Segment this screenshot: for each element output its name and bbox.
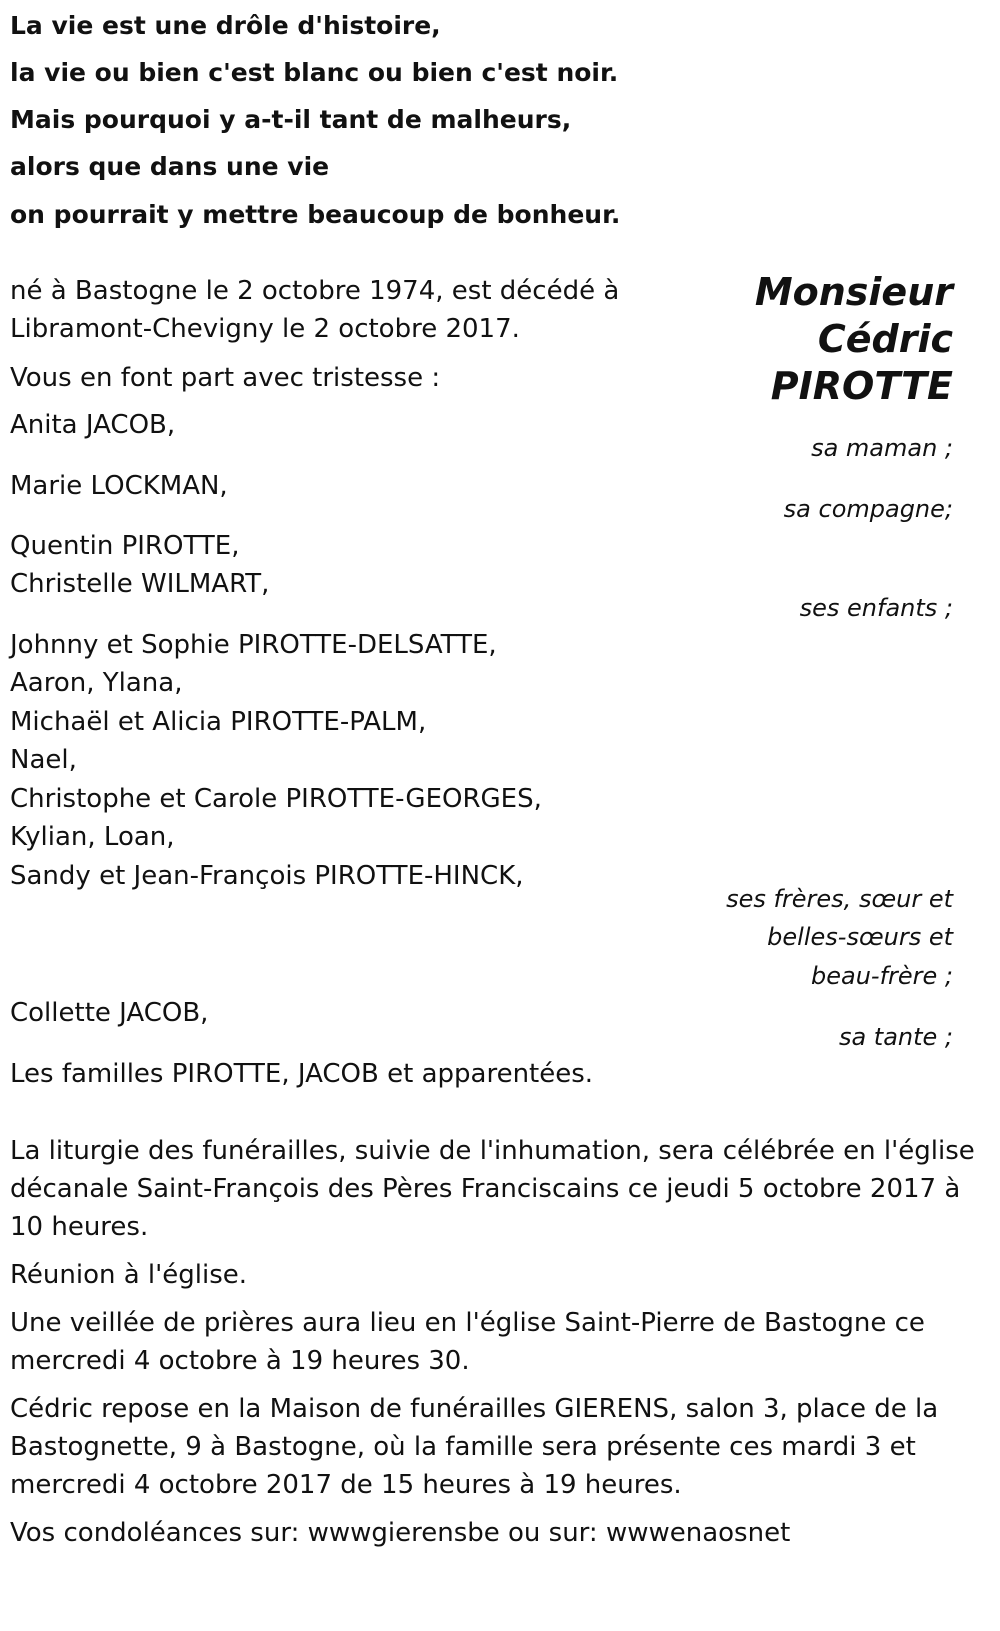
deceased-last-name: PIROTTE xyxy=(770,364,953,408)
family-name: Quentin PIROTTE, xyxy=(10,531,240,561)
vigil-line: Une veillée de prières aura lieu en l'église Saint-Pierre de Bastogne ce xyxy=(10,1308,925,1338)
family-name: Nael, xyxy=(10,745,77,775)
relation-label: sa tante ; xyxy=(838,1023,953,1051)
relation-label: sa maman ; xyxy=(811,434,953,462)
family-name: Kylian, Loan, xyxy=(10,822,175,852)
rest-line: Bastognette, 9 à Bastogne, où la famille sera présente ces mardi 3 et xyxy=(10,1432,916,1462)
family-name: Collette JACOB, xyxy=(10,998,209,1028)
families-line: Les familles PIROTTE, JACOB et apparentées. xyxy=(10,1059,594,1089)
poem-line: La vie est une drôle d'histoire, xyxy=(10,11,441,40)
funeral-line: La liturgie des funérailles, suivie de l'inhumation, sera célébrée en l'église xyxy=(10,1136,975,1166)
funeral-line: décanale Saint-François des Pères Franciscains ce jeudi 5 octobre 2017 à xyxy=(10,1174,961,1204)
family-name: Marie LOCKMAN, xyxy=(10,471,228,501)
rest-line: mercredi 4 octobre 2017 de 15 heures à 19 heures. xyxy=(10,1470,682,1500)
poem-line: Mais pourquoi y a-t-il tant de malheurs, xyxy=(10,105,572,134)
family-name: Christelle WILMART, xyxy=(10,569,270,599)
poem-line: la vie ou bien c'est blanc ou bien c'est noir. xyxy=(10,58,619,87)
relation-label: beau-frère ; xyxy=(810,962,953,990)
condolences-line: Vos condoléances sur: wwwgierensbe ou sur: wwwenaosnet xyxy=(10,1518,791,1548)
relation-label: ses frères, sœur et xyxy=(726,885,953,913)
deceased-first-name: Cédric xyxy=(817,317,953,361)
deceased-title: Monsieur xyxy=(754,270,953,314)
intro-line: né à Bastogne le 2 octobre 1974, est décédé à xyxy=(10,276,620,306)
family-name: Christophe et Carole PIROTTE-GEORGES, xyxy=(10,784,542,814)
poem-line: alors que dans une vie xyxy=(10,152,330,181)
rest-line: Cédric repose en la Maison de funérailles GIERENS, salon 3, place de la xyxy=(10,1394,939,1424)
announcement: Vous en font part avec tristesse : xyxy=(10,363,441,393)
funeral-line: 10 heures. xyxy=(10,1212,149,1242)
relation-label: sa compagne; xyxy=(783,495,953,523)
relation-label: belles-sœurs et xyxy=(767,923,953,951)
poem-line: on pourrait y mettre beaucoup de bonheur. xyxy=(10,200,621,229)
relation-label: ses enfants ; xyxy=(799,594,953,622)
vigil-line: mercredi 4 octobre à 19 heures 30. xyxy=(10,1346,470,1376)
meeting-line: Réunion à l'église. xyxy=(10,1260,248,1290)
family-name: Anita JACOB, xyxy=(10,410,176,440)
family-name: Sandy et Jean-François PIROTTE-HINCK, xyxy=(10,861,524,891)
family-name: Michaël et Alicia PIROTTE-PALM, xyxy=(10,707,427,737)
family-name: Johnny et Sophie PIROTTE-DELSATTE, xyxy=(10,630,497,660)
intro-line: Libramont-Chevigny le 2 octobre 2017. xyxy=(10,314,520,344)
family-name: Aaron, Ylana, xyxy=(10,668,183,698)
